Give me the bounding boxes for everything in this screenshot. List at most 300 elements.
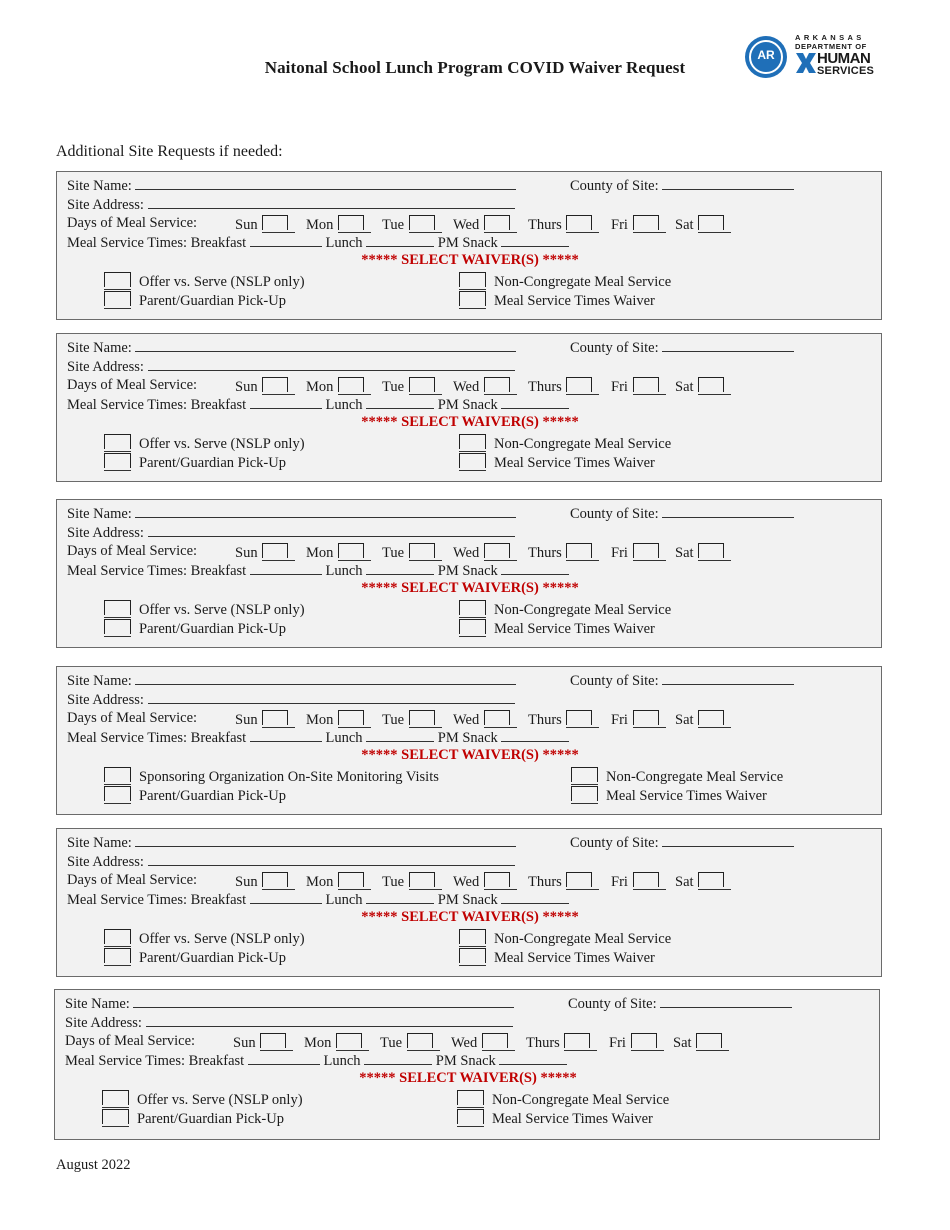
day-label: Sat: [675, 545, 694, 561]
waiver-checkbox[interactable]: [571, 767, 598, 782]
logo-line-3: HUMAN: [817, 50, 871, 67]
day-label: Sun: [235, 874, 258, 890]
day-wed-checkbox[interactable]: [482, 1033, 508, 1048]
day-mon-checkbox[interactable]: [338, 543, 364, 558]
day-label: Wed: [453, 379, 480, 395]
waiver-checkbox[interactable]: [459, 434, 486, 449]
waiver-label: Offer vs. Serve (NSLP only): [139, 436, 305, 452]
day-tue-group: [382, 872, 436, 891]
waiver-checkbox[interactable]: [104, 434, 131, 449]
waiver-option: [104, 948, 286, 967]
site-address-label: Site Address:: [65, 1015, 142, 1031]
logo-line-2: DEPARTMENT OF: [795, 41, 867, 51]
day-label: Sat: [675, 379, 694, 395]
lunch-label: Lunch: [325, 563, 363, 579]
select-waivers-heading: ***** SELECT WAIVER(S) *****: [361, 414, 579, 430]
day-sun-group: [233, 1033, 287, 1052]
days-label: Days of Meal Service:: [67, 710, 198, 726]
lunch-time-field[interactable]: [366, 234, 434, 247]
day-sun-group: [235, 872, 289, 891]
waiver-option: [459, 929, 671, 948]
waiver-label: Non-Congregate Meal Service: [494, 602, 672, 618]
day-label: Fri: [609, 1035, 626, 1051]
site-name-label: Site Name:: [65, 996, 130, 1012]
waiver-checkbox[interactable]: [457, 1090, 484, 1105]
waiver-option: [104, 600, 305, 619]
select-waivers-heading: ***** SELECT WAIVER(S) *****: [359, 1070, 577, 1086]
lunch-time-field[interactable]: [366, 891, 434, 904]
site-request-box: [56, 828, 882, 977]
day-label: Fri: [611, 379, 628, 395]
day-wed-group: [453, 872, 511, 891]
waiver-option: [459, 434, 671, 453]
waiver-checkbox[interactable]: [459, 453, 486, 468]
waiver-checkbox[interactable]: [104, 948, 131, 963]
day-sat-group: [675, 377, 725, 396]
ar-emblem-icon: [745, 36, 787, 78]
county-group: [570, 834, 794, 852]
site-address-label: Site Address:: [67, 692, 144, 708]
day-fri-group: [611, 377, 660, 396]
day-sat-checkbox[interactable]: [698, 872, 724, 887]
county-field[interactable]: [662, 177, 794, 190]
day-label: Sun: [235, 545, 258, 561]
site-address-label: Site Address:: [67, 854, 144, 870]
day-sat-checkbox[interactable]: [698, 215, 724, 230]
site-name-field[interactable]: [135, 672, 516, 685]
waiver-option: [104, 767, 439, 786]
lunch-label: Lunch: [325, 730, 363, 746]
waiver-option: [104, 786, 286, 805]
site-name-label: Site Name:: [67, 673, 132, 689]
county-label: County of Site:: [570, 178, 659, 194]
day-fri-checkbox[interactable]: [633, 872, 659, 887]
breakfast-time-field[interactable]: [250, 729, 322, 742]
day-mon-checkbox[interactable]: [338, 377, 364, 392]
day-tue-group: [380, 1033, 434, 1052]
day-sat-group: [675, 543, 725, 562]
pm-snack-time-field[interactable]: [501, 891, 569, 904]
times-label: Meal Service Times: Breakfast: [67, 730, 247, 746]
times-label: Meal Service Times: Breakfast: [67, 235, 247, 251]
site-address-field[interactable]: [148, 853, 515, 866]
day-sun-group: [235, 215, 289, 234]
site-name-field[interactable]: [133, 995, 514, 1008]
day-label: Thurs: [528, 217, 562, 233]
day-thurs-checkbox[interactable]: [566, 543, 592, 558]
waiver-label: Non-Congregate Meal Service: [494, 274, 672, 290]
day-sat-group: [675, 872, 725, 891]
waiver-option: [459, 453, 655, 472]
waiver-label: Parent/Guardian Pick-Up: [137, 1111, 284, 1127]
day-wed-checkbox[interactable]: [484, 215, 510, 230]
breakfast-time-field[interactable]: [250, 562, 322, 575]
waiver-option: [457, 1109, 653, 1128]
day-label: Mon: [306, 712, 334, 728]
site-address-label: Site Address:: [67, 359, 144, 375]
day-mon-group: [306, 872, 365, 891]
waiver-checkbox[interactable]: [104, 291, 131, 306]
county-label: County of Site:: [570, 673, 659, 689]
waiver-checkbox[interactable]: [459, 619, 486, 634]
select-waivers-heading: ***** SELECT WAIVER(S) *****: [361, 909, 579, 925]
waiver-checkbox[interactable]: [104, 786, 131, 801]
day-sat-group: [675, 710, 725, 729]
day-label: Wed: [451, 1035, 478, 1051]
waiver-option: [459, 948, 655, 967]
day-label: Wed: [453, 217, 480, 233]
logo-line-1: ARKANSAS: [795, 33, 865, 42]
day-wed-group: [453, 377, 511, 396]
day-sat-group: [675, 215, 725, 234]
county-group: [570, 339, 794, 357]
site-request-box: [56, 666, 882, 815]
day-sun-checkbox[interactable]: [262, 710, 288, 725]
waiver-checkbox[interactable]: [102, 1109, 129, 1124]
site-address-label: Site Address:: [67, 525, 144, 541]
waiver-label: Non-Congregate Meal Service: [606, 769, 784, 785]
day-wed-group: [451, 1033, 509, 1052]
site-name-label: Site Name:: [67, 506, 132, 522]
day-tue-checkbox[interactable]: [407, 1033, 433, 1048]
county-field[interactable]: [662, 339, 794, 352]
day-mon-group: [306, 377, 365, 396]
days-label: Days of Meal Service:: [67, 543, 198, 559]
day-mon-group: [304, 1033, 363, 1052]
county-field[interactable]: [662, 834, 794, 847]
lunch-label: Lunch: [325, 892, 363, 908]
waiver-checkbox[interactable]: [104, 767, 131, 782]
day-thurs-group: [526, 1033, 591, 1052]
waiver-label: Offer vs. Serve (NSLP only): [137, 1092, 303, 1108]
breakfast-time-field[interactable]: [248, 1052, 320, 1065]
site-name-field[interactable]: [135, 339, 516, 352]
day-thurs-group: [528, 215, 593, 234]
day-mon-checkbox[interactable]: [338, 710, 364, 725]
waiver-label: Parent/Guardian Pick-Up: [139, 950, 286, 966]
site-request-box: [56, 171, 882, 320]
times-label: Meal Service Times: Breakfast: [67, 397, 247, 413]
day-sat-checkbox[interactable]: [698, 543, 724, 558]
day-tue-checkbox[interactable]: [409, 215, 435, 230]
day-label: Tue: [380, 1035, 403, 1051]
site-address-field[interactable]: [148, 196, 515, 209]
day-label: Tue: [382, 379, 405, 395]
day-label: Sun: [233, 1035, 256, 1051]
pm-snack-label: PM Snack: [435, 1053, 496, 1069]
site-address-field[interactable]: [148, 691, 515, 704]
day-sat-checkbox[interactable]: [696, 1033, 722, 1048]
footer-date: August 2022: [56, 1157, 131, 1173]
waiver-label: Meal Service Times Waiver: [492, 1111, 653, 1127]
waiver-checkbox[interactable]: [571, 786, 598, 801]
waiver-label: Parent/Guardian Pick-Up: [139, 621, 286, 637]
county-group: [570, 177, 794, 195]
day-tue-group: [382, 215, 436, 234]
day-label: Sun: [235, 712, 258, 728]
waiver-option: [459, 600, 671, 619]
breakfast-time-field[interactable]: [250, 396, 322, 409]
pm-snack-time-field[interactable]: [499, 1052, 567, 1065]
county-field[interactable]: [660, 995, 792, 1008]
lunch-label: Lunch: [325, 235, 363, 251]
day-wed-checkbox[interactable]: [484, 710, 510, 725]
waiver-checkbox[interactable]: [459, 600, 486, 615]
emblem-text: AR: [757, 48, 775, 62]
select-waivers-heading: ***** SELECT WAIVER(S) *****: [361, 580, 579, 596]
day-label: Fri: [611, 545, 628, 561]
logo-line-4: SERVICES: [817, 65, 875, 77]
day-sun-checkbox[interactable]: [262, 872, 288, 887]
waiver-option: [459, 619, 655, 638]
county-label: County of Site:: [570, 340, 659, 356]
waiver-label: Sponsoring Organization On-Site Monitoring Visits: [139, 769, 439, 785]
day-mon-checkbox[interactable]: [338, 872, 364, 887]
day-fri-checkbox[interactable]: [633, 215, 659, 230]
day-label: Mon: [306, 217, 334, 233]
day-wed-checkbox[interactable]: [484, 872, 510, 887]
site-name-field[interactable]: [135, 505, 516, 518]
county-field[interactable]: [662, 505, 794, 518]
waiver-option: [104, 272, 305, 291]
site-request-box: [54, 989, 880, 1140]
waiver-label: Parent/Guardian Pick-Up: [139, 788, 286, 804]
county-group: [570, 505, 794, 523]
waiver-checkbox[interactable]: [104, 453, 131, 468]
page-title: Naitonal School Lunch Program COVID Waiver Request: [264, 58, 686, 77]
days-label: Days of Meal Service:: [65, 1033, 196, 1049]
day-sun-group: [235, 377, 289, 396]
day-mon-group: [306, 215, 365, 234]
waiver-option: [459, 291, 655, 310]
day-thurs-group: [528, 543, 593, 562]
waiver-label: Meal Service Times Waiver: [494, 293, 655, 309]
day-sun-checkbox[interactable]: [262, 543, 288, 558]
pm-snack-time-field[interactable]: [501, 234, 569, 247]
lunch-label: Lunch: [323, 1053, 361, 1069]
waiver-option: [104, 434, 305, 453]
pm-snack-time-field[interactable]: [501, 396, 569, 409]
site-name-field[interactable]: [135, 177, 516, 190]
county-group: [568, 995, 792, 1013]
county-label: County of Site:: [570, 506, 659, 522]
days-label: Days of Meal Service:: [67, 377, 198, 393]
times-label: Meal Service Times: Breakfast: [67, 892, 247, 908]
waiver-label: Parent/Guardian Pick-Up: [139, 293, 286, 309]
day-tue-checkbox[interactable]: [409, 710, 435, 725]
site-name-label: Site Name:: [67, 340, 132, 356]
waiver-label: Meal Service Times Waiver: [606, 788, 767, 804]
day-sun-group: [235, 710, 289, 729]
dhs-logo: [745, 34, 890, 80]
waiver-checkbox[interactable]: [459, 929, 486, 944]
pm-snack-time-field[interactable]: [501, 729, 569, 742]
days-label: Days of Meal Service:: [67, 872, 198, 888]
day-label: Wed: [453, 712, 480, 728]
waiver-label: Meal Service Times Waiver: [494, 621, 655, 637]
intro-text: Additional Site Requests if needed:: [56, 143, 283, 160]
day-label: Thurs: [526, 1035, 560, 1051]
day-thurs-checkbox[interactable]: [566, 377, 592, 392]
day-tue-group: [382, 543, 436, 562]
day-tue-group: [382, 710, 436, 729]
day-label: Sun: [235, 217, 258, 233]
day-label: Thurs: [528, 874, 562, 890]
waiver-checkbox[interactable]: [459, 272, 486, 287]
waiver-label: Offer vs. Serve (NSLP only): [139, 602, 305, 618]
pm-snack-time-field[interactable]: [501, 562, 569, 575]
times-label: Meal Service Times: Breakfast: [67, 563, 247, 579]
day-wed-group: [453, 543, 511, 562]
waiver-checkbox[interactable]: [104, 272, 131, 287]
waiver-option: [571, 767, 783, 786]
day-sat-group: [673, 1033, 723, 1052]
day-sun-checkbox[interactable]: [260, 1033, 286, 1048]
day-label: Mon: [306, 874, 334, 890]
day-sat-checkbox[interactable]: [698, 710, 724, 725]
county-field[interactable]: [662, 672, 794, 685]
day-label: Tue: [382, 874, 405, 890]
day-mon-checkbox[interactable]: [338, 215, 364, 230]
day-fri-group: [611, 215, 660, 234]
pm-snack-label: PM Snack: [437, 892, 498, 908]
waiver-checkbox[interactable]: [459, 948, 486, 963]
lunch-time-field[interactable]: [366, 729, 434, 742]
day-fri-checkbox[interactable]: [633, 543, 659, 558]
waiver-label: Meal Service Times Waiver: [494, 455, 655, 471]
waiver-option: [104, 929, 305, 948]
waiver-option: [104, 619, 286, 638]
waiver-option: [457, 1090, 669, 1109]
day-thurs-checkbox[interactable]: [566, 215, 592, 230]
day-sat-checkbox[interactable]: [698, 377, 724, 392]
site-name-label: Site Name:: [67, 835, 132, 851]
site-name-label: Site Name:: [67, 178, 132, 194]
day-fri-group: [611, 710, 660, 729]
day-label: Wed: [453, 545, 480, 561]
day-label: Tue: [382, 217, 405, 233]
day-sun-checkbox[interactable]: [262, 215, 288, 230]
waiver-checkbox[interactable]: [104, 619, 131, 634]
day-thurs-group: [528, 377, 593, 396]
county-label: County of Site:: [570, 835, 659, 851]
site-address-field[interactable]: [148, 524, 515, 537]
day-wed-checkbox[interactable]: [484, 543, 510, 558]
day-thurs-group: [528, 710, 593, 729]
day-sun-checkbox[interactable]: [262, 377, 288, 392]
day-label: Sat: [675, 712, 694, 728]
day-tue-group: [382, 377, 436, 396]
day-sun-group: [235, 543, 289, 562]
day-label: Sat: [675, 874, 694, 890]
day-label: Thurs: [528, 379, 562, 395]
waiver-checkbox[interactable]: [102, 1090, 129, 1105]
pm-snack-label: PM Snack: [437, 563, 498, 579]
site-request-box: [56, 499, 882, 648]
day-fri-checkbox[interactable]: [633, 377, 659, 392]
day-thurs-checkbox[interactable]: [564, 1033, 590, 1048]
site-address-label: Site Address:: [67, 197, 144, 213]
site-address-field[interactable]: [148, 358, 515, 371]
day-thurs-checkbox[interactable]: [566, 872, 592, 887]
day-tue-checkbox[interactable]: [409, 377, 435, 392]
waiver-label: Non-Congregate Meal Service: [492, 1092, 670, 1108]
pm-snack-label: PM Snack: [437, 730, 498, 746]
waiver-checkbox[interactable]: [104, 600, 131, 615]
waiver-label: Offer vs. Serve (NSLP only): [139, 931, 305, 947]
day-label: Thurs: [528, 545, 562, 561]
waiver-checkbox[interactable]: [104, 929, 131, 944]
select-waivers-heading: ***** SELECT WAIVER(S) *****: [361, 252, 579, 268]
day-label: Thurs: [528, 712, 562, 728]
county-label: County of Site:: [568, 996, 657, 1012]
waiver-option: [104, 291, 286, 310]
day-fri-group: [611, 872, 660, 891]
day-fri-group: [609, 1033, 658, 1052]
pm-snack-label: PM Snack: [437, 235, 498, 251]
waiver-label: Parent/Guardian Pick-Up: [139, 455, 286, 471]
day-wed-group: [453, 710, 511, 729]
breakfast-time-field[interactable]: [250, 234, 322, 247]
waiver-option: [459, 272, 671, 291]
waiver-label: Non-Congregate Meal Service: [494, 436, 672, 452]
day-tue-checkbox[interactable]: [409, 543, 435, 558]
day-label: Wed: [453, 874, 480, 890]
day-mon-group: [306, 543, 365, 562]
site-request-box: [56, 333, 882, 482]
site-name-field[interactable]: [135, 834, 516, 847]
waiver-option: [571, 786, 767, 805]
waiver-option: [102, 1109, 284, 1128]
lunch-time-field[interactable]: [366, 562, 434, 575]
day-label: Mon: [304, 1035, 332, 1051]
day-label: Sat: [675, 217, 694, 233]
day-thurs-group: [528, 872, 593, 891]
select-waivers-heading: ***** SELECT WAIVER(S) *****: [361, 747, 579, 763]
lunch-time-field[interactable]: [366, 396, 434, 409]
pm-snack-label: PM Snack: [437, 397, 498, 413]
day-label: Fri: [611, 217, 628, 233]
waiver-checkbox[interactable]: [457, 1109, 484, 1124]
lunch-label: Lunch: [325, 397, 363, 413]
waiver-label: Offer vs. Serve (NSLP only): [139, 274, 305, 290]
waiver-option: [104, 453, 286, 472]
day-fri-group: [611, 543, 660, 562]
day-label: Tue: [382, 712, 405, 728]
waiver-label: Non-Congregate Meal Service: [494, 931, 672, 947]
day-mon-checkbox[interactable]: [336, 1033, 362, 1048]
waiver-option: [102, 1090, 303, 1109]
breakfast-time-field[interactable]: [250, 891, 322, 904]
day-label: Mon: [306, 379, 334, 395]
times-label: Meal Service Times: Breakfast: [65, 1053, 245, 1069]
site-address-field[interactable]: [146, 1014, 513, 1027]
day-label: Mon: [306, 545, 334, 561]
days-label: Days of Meal Service:: [67, 215, 198, 231]
day-wed-checkbox[interactable]: [484, 377, 510, 392]
day-wed-group: [453, 215, 511, 234]
day-thurs-checkbox[interactable]: [566, 710, 592, 725]
lunch-time-field[interactable]: [364, 1052, 432, 1065]
day-label: Sat: [673, 1035, 692, 1051]
day-label: Sun: [235, 379, 258, 395]
waiver-checkbox[interactable]: [459, 291, 486, 306]
day-tue-checkbox[interactable]: [409, 872, 435, 887]
day-label: Fri: [611, 874, 628, 890]
day-fri-checkbox[interactable]: [633, 710, 659, 725]
day-fri-checkbox[interactable]: [631, 1033, 657, 1048]
day-label: Tue: [382, 545, 405, 561]
